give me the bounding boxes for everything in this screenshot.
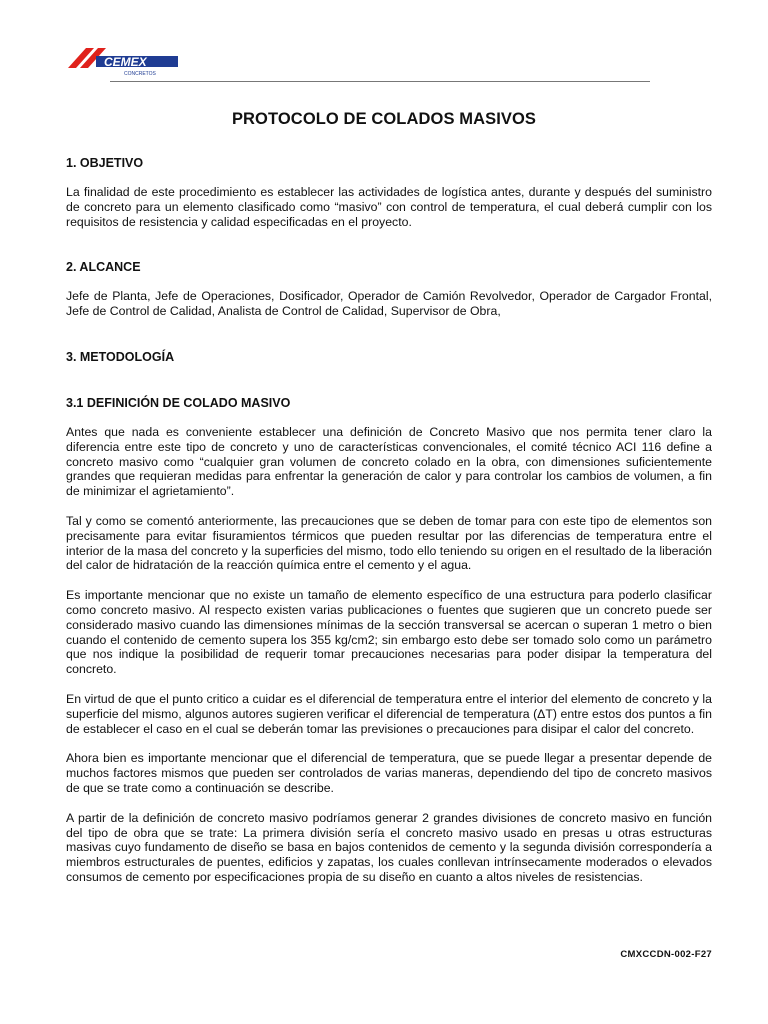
paragraph-alcance: Jefe de Planta, Jefe de Operaciones, Dosificador, Operador de Camión Revolvedor, Operador de Cargador Frontal, Jefe de Control de Calidad, Analista de Control de Calidad, Supervisor de Obra, (66, 289, 712, 319)
paragraph-definicion-5: Ahora bien es importante mencionar que el diferencial de temperatura, que se puede llegar a presentar depende de muchos factores mismos que pueden ser controlados de varias maneras, dependiendo del tipo de concreto masivos de que se trate como a continuación se describe. (66, 751, 712, 795)
svg-text:CONCRETOS: CONCRETOS (124, 71, 156, 76)
document-title: PROTOCOLO DE COLADOS MASIVOS (231, 110, 537, 128)
paragraph-definicion-4: En virtud de que el punto critico a cuidar es el diferencial de temperatura entre el interior del elemento de concreto y la superficie del mismo, algunos autores sugieren verificar el diferencial de temperatura (ΔT) entre estos dos puntos a fin de establecer el caso en el cual se deberán tomar las previsiones o precauciones para disipar el calor del concreto. (66, 691, 712, 736)
section-heading-objetivo: 1. OBJETIVO (66, 156, 144, 170)
paragraph-definicion-6: A partir de la definición de concreto masivo podríamos generar 2 grandes divisiones de concreto masivo en función del tipo de obra que se trate: La primera división sería el concreto masivo usado en presas u otras estructuras masivas cuyo fundamento de diseño se basa en bajos contenidos de cemento y la segunda división correspondería a miembros estructurales de puentes, edificios y zapatas, los cuales conllevan intrínsecamente moderados o elevados consumos de cemento por especificaciones propia de su diseño en cuanto a altos niveles de resistencias. (66, 810, 712, 884)
document-code: CMXCCDN-002-F27 (620, 949, 712, 960)
paragraph-objetivo: La finalidad de este procedimiento es establecer las actividades de logística antes, durante y después del suministro de concreto para un elemento clasificado como “masivo” con control de temperatura, el cual deberá cumplir con los requisitos de resistencia y calidad especificadas en el proyecto. (66, 185, 712, 229)
paragraph-definicion-3: Es importante mencionar que no existe un tamaño de elemento específico de una estructura para poderlo clasificar como concreto masivo. Al respecto existen varias publicaciones o fuentes que sugieren que un concreto puede ser considerado masivo cuando las dimensiones mínimas de la sección transversal se acercan o superan 1 metro o bien cuando el contenido de cemento supera los 355 kg/cm2; sin embargo esto debe ser tomado solo como un parámetro que nos indique la posibilidad de requerir tomar precauciones necesarias para poder disipar la temperatura del concreto. (66, 588, 712, 677)
header-divider (110, 81, 650, 82)
section-heading-alcance: 2. ALCANCE (66, 260, 141, 275)
paragraph-definicion-1: Antes que nada es conveniente establecer una definición de Concreto Masivo que nos permita tener claro la diferencia entre este tipo de concreto y uno de características convencionales, el comité técnico ACI 116 define a concreto masivo como “cualquier gran volumen de concreto colado en la obra, con dimensiones suficientemente grandes que requieran medidas para enfrentar la generación de calor y para controlar los cambios de volumen, a fin de minimizar el agrietamiento”. (66, 424, 712, 499)
section-heading-definicion: 3.1 DEFINICIÓN DE COLADO MASIVO (66, 395, 291, 410)
cemex-logo-icon (66, 42, 186, 76)
paragraph-definicion-2: Tal y como se comentó anteriormente, las precauciones que se deben de tomar para con este tipo de elementos son precisamente para evitar fisuramientos térmicos que pueden resultar por las diferencias de temperatura entre el interior de la masa del concreto y la superficies del mismo, todo ello teniendo su origen en el resultado de la liberación del calor de hidratación de la reacción química entre el cemento y el agua. (66, 513, 712, 573)
document-body (66, 155, 712, 885)
section-heading-metodologia: 3. METODOLOGÍA (66, 349, 175, 364)
svg-text:CEMEX: CEMEX (104, 55, 147, 69)
cemex-logo (66, 42, 186, 76)
